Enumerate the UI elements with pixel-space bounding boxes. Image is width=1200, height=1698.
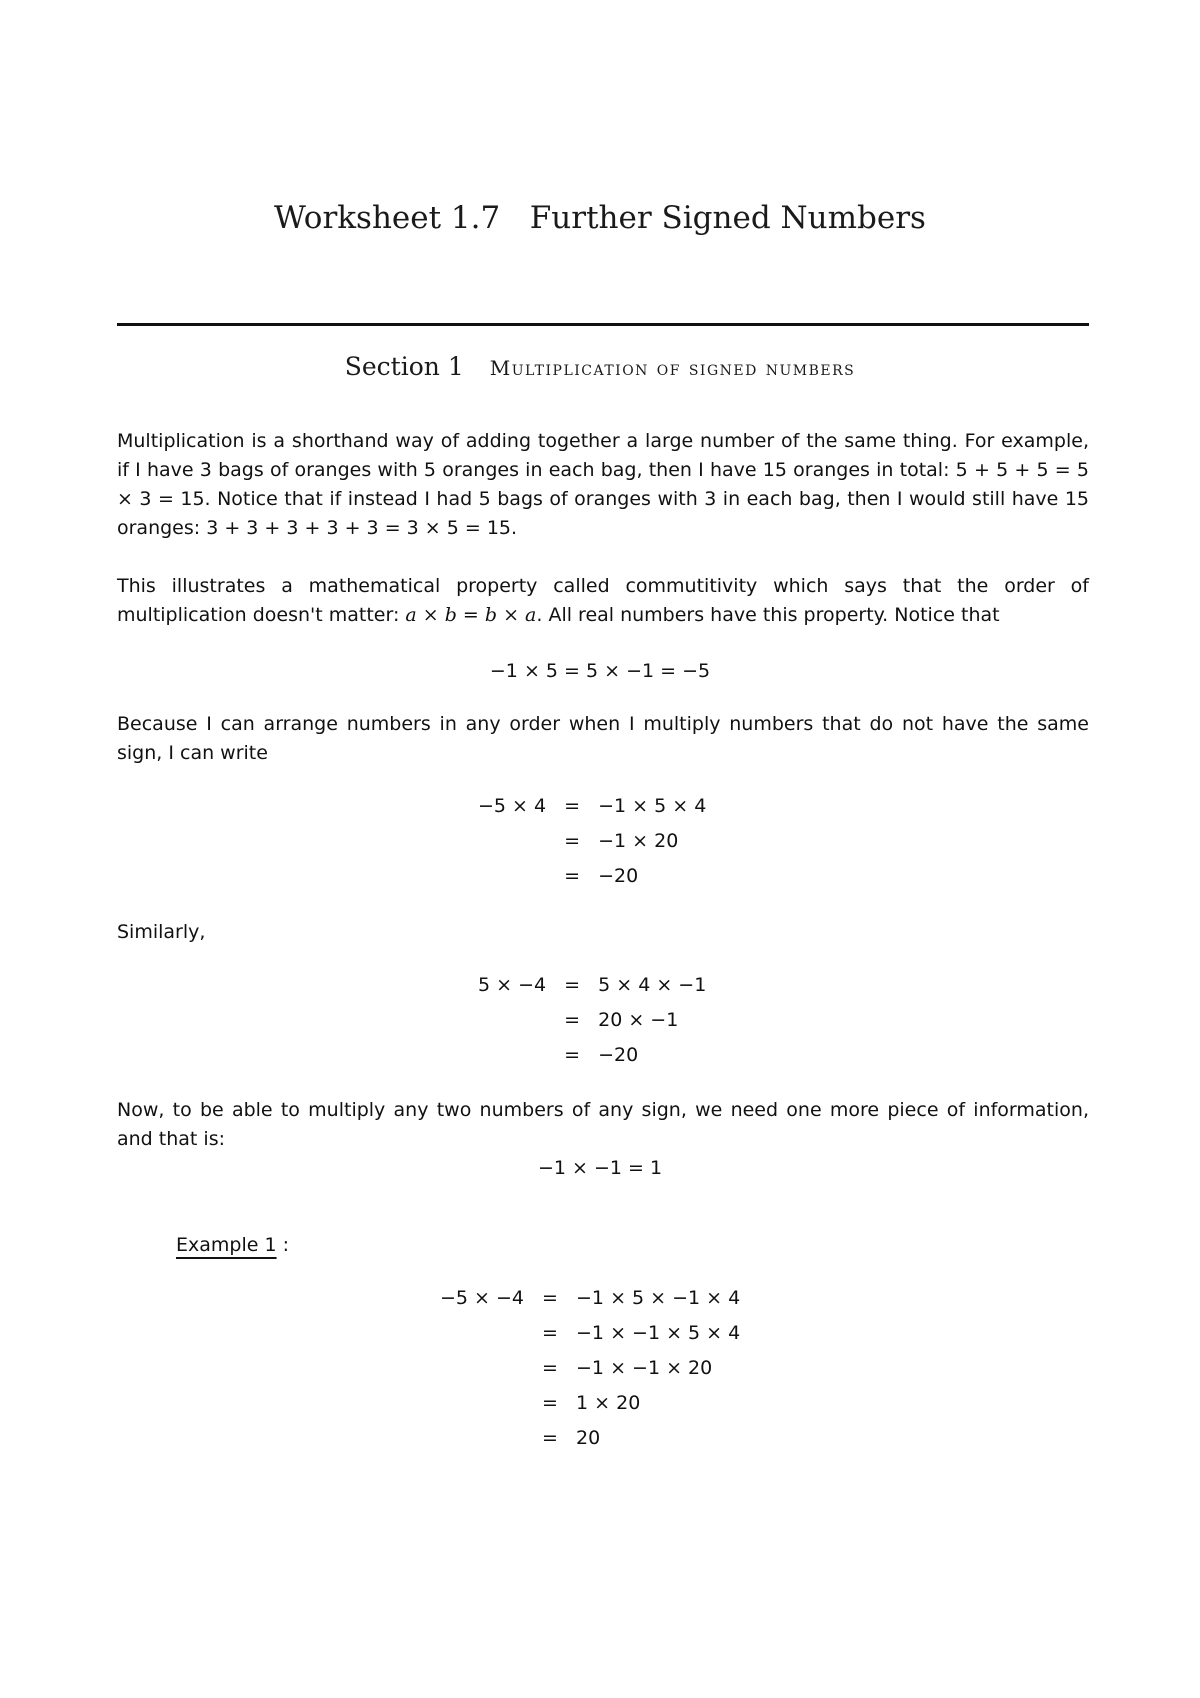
equation-row (478, 789, 706, 824)
equation-lhs (478, 824, 546, 859)
equation-row (478, 824, 706, 859)
section-number: Section 1 (344, 352, 464, 381)
equation-row (440, 1281, 740, 1316)
paragraph-arrange: Because I can arrange numbers in any order when I multiply numbers that do not have the same sign, I can write (117, 713, 1089, 764)
page-title: Worksheet 1.7 Further Signed Numbers (274, 200, 926, 236)
example-label: Example 1 (176, 1234, 277, 1256)
equation-lhs (440, 1316, 524, 1351)
equation-rhs: −1 × 5 × −1 × 4 (576, 1287, 741, 1309)
paragraph-one-more-piece: Now, to be able to multiply any two numbers of any sign, we need one more piece of information, and that is: (117, 1099, 1089, 1150)
commutativity-text-post: . All real numbers have this property. Notice that (536, 604, 1000, 626)
equals-sign: = (542, 1322, 558, 1344)
equation-negative-times-negative: −1 × −1 = 1 (537, 1157, 663, 1179)
equation-rhs: 20 (576, 1427, 601, 1449)
section-name: Multiplication of signed numbers (489, 356, 856, 380)
equation-row (440, 1421, 740, 1456)
equation-lhs (478, 1038, 546, 1073)
paragraph-multiplication-intro: Multiplication is a shorthand way of adding together a large number of the same thing. For example, if I have 3 bags of oranges with 5 oranges in each bag, then I have 15 oranges in total: 5 + 5 + 5 = 5 × 3 = 15. Notice that if instead I had 5 bags of oranges with 3 in each bag, then I would still have 15 oranges: 3 + 3 + 3 + 3 + 3 = 3 × 5 = 15. (117, 430, 1089, 539)
equation-row (478, 968, 706, 1003)
equation-block-2 (478, 968, 706, 1073)
equation-rhs: −1 × 5 × 4 (598, 795, 707, 817)
equation-lhs (440, 1351, 524, 1386)
equals-sign: = (542, 1427, 558, 1449)
equation-rhs: −1 × 20 (598, 830, 679, 852)
section-heading (0, 352, 1200, 381)
title-rule (117, 323, 1089, 326)
example-heading (176, 1231, 289, 1260)
equation-rhs: 1 × 20 (576, 1392, 641, 1414)
equation-lhs: −5 × 4 (478, 795, 547, 817)
equals-sign: = (564, 974, 581, 996)
commutativity-formula: a × b = b × a (405, 604, 537, 626)
equation-row (440, 1351, 740, 1386)
equation-rhs: 5 × 4 × −1 (598, 974, 707, 996)
equation-rhs: −1 × −1 × 5 × 4 (576, 1322, 741, 1344)
equals-sign: = (542, 1287, 558, 1309)
equals-sign: = (564, 795, 581, 817)
equals-sign: = (564, 830, 581, 852)
example-suffix: : (276, 1234, 290, 1256)
equation-block-3 (440, 1281, 740, 1456)
equation-block-1 (478, 789, 706, 894)
equation-row (478, 1038, 706, 1073)
paragraph-similarly: Similarly, (117, 921, 206, 943)
equation-row (478, 859, 706, 894)
equation-lhs (440, 1386, 524, 1421)
equation-lhs (478, 859, 546, 894)
equation-lhs (440, 1421, 524, 1456)
equals-sign: = (564, 1044, 581, 1066)
equation-row (440, 1386, 740, 1421)
equation-rhs: 20 × −1 (598, 1009, 679, 1031)
equation-rhs: −20 (598, 1044, 639, 1066)
equation-lhs: −5 × −4 (440, 1287, 525, 1309)
equation-lhs: 5 × −4 (478, 974, 547, 996)
equation-rhs: −20 (598, 865, 639, 887)
equals-sign: = (542, 1392, 558, 1414)
equals-sign: = (564, 865, 581, 887)
equals-sign: = (564, 1009, 581, 1031)
equals-sign: = (542, 1357, 558, 1379)
paragraph-commutativity (117, 572, 1089, 630)
equation-row (440, 1316, 740, 1351)
commutativity-text-pre: This illustrates a mathematical property called commutitivity which says that the order of multiplication doesn't matter: (117, 575, 1089, 626)
equation-rhs: −1 × −1 × 20 (576, 1357, 713, 1379)
equation-commute-example: −1 × 5 = 5 × −1 = −5 (489, 660, 711, 682)
equation-row (478, 1003, 706, 1038)
equation-lhs (478, 1003, 546, 1038)
